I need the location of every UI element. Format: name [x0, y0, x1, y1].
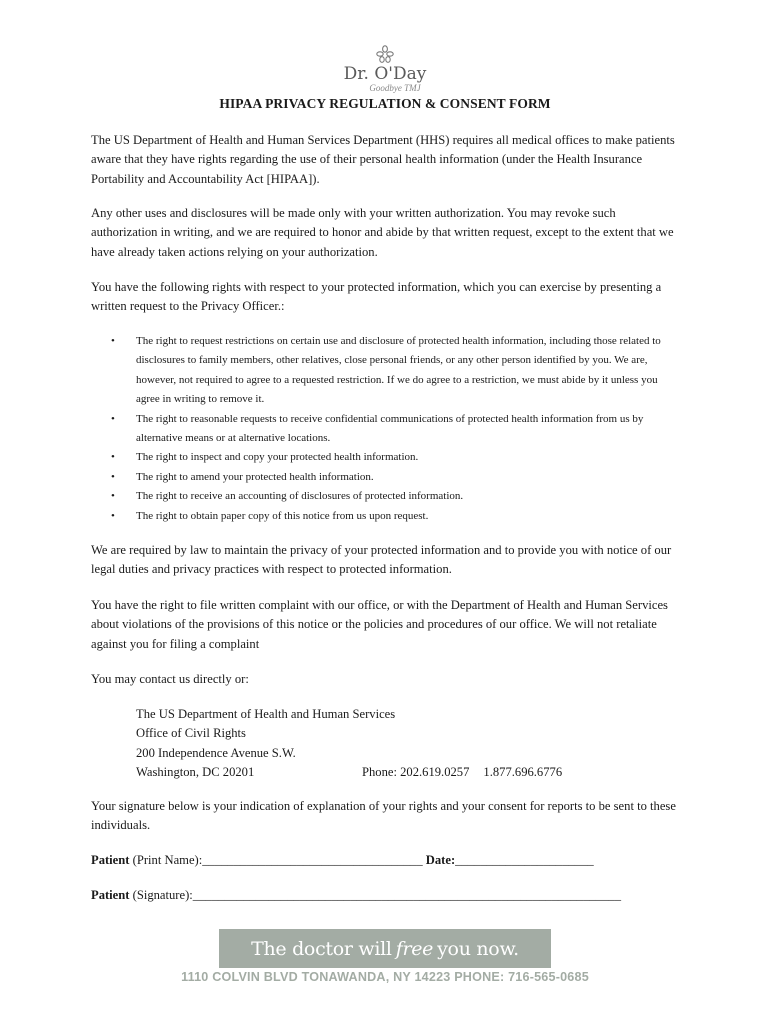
phone-number: Phone: 202.619.0257	[362, 765, 470, 780]
address-line: Office of Civil Rights	[136, 726, 246, 741]
contact-paragraph: You may contact us directly or:	[91, 672, 249, 686]
list-item: • The right to amend your protected health information.	[91, 468, 681, 487]
print-name-line	[91, 853, 594, 868]
signature-line	[91, 888, 621, 903]
list-item: • The right to inspect and copy your protected health information.	[91, 448, 681, 467]
footer-contact: 1110 COLVIN BLVD TONAWANDA, NY 14223 PHONE: 716-565-0685	[181, 970, 589, 984]
form-title: HIPAA PRIVACY REGULATION & CONSENT FORM	[219, 96, 551, 111]
flower-logo-icon	[374, 45, 396, 63]
address-line: The US Department of Health and Human Services	[136, 707, 396, 721]
print-name-field[interactable]: ___________________________________	[202, 853, 423, 867]
logo-tagline: Goodbye TMJ	[369, 83, 421, 93]
privacy-duty-paragraph: We are required by law to maintain the privacy of your protected information and to provide you with notice of our legal duties and privacy practices with respect to protected information.	[91, 543, 672, 577]
practice-logo	[330, 45, 440, 93]
slogan-banner	[219, 929, 551, 968]
complaint-paragraph: You have the right to file written complaint with our office, or with the Department of Health and Human Services about violations of the provisions of this notice or the policies and procedures of our office. We will not retaliate against you for filing a complaint	[91, 598, 668, 651]
list-item: • The right to receive an accounting of disclosures of protected information.	[91, 487, 681, 506]
authorization-paragraph: Any other uses and disclosures will be made only with your written authorization. You may revoke such authorization in writing, and we are required to honor and abide by that written request, except to the extent that we have already taken actions relying on your authorization.	[91, 206, 674, 259]
hhs-address-block	[136, 705, 656, 783]
rights-list	[91, 332, 681, 526]
logo-name: Dr. O'Day	[343, 64, 427, 84]
list-item: • The right to request restrictions on certain use and disclosure of protected health information, including those related to disclosures to family members, other relatives, close personal friends, or any other person identified by you. We are, however, not required to agree to a requested restriction. If we do agree to a restriction, we must abide by it unless you agree in writing to remove it.	[91, 332, 681, 410]
slogan-free: free	[395, 937, 434, 960]
list-item: • The right to obtain paper copy of this notice from us upon request.	[91, 507, 681, 526]
date-label: Date:	[422, 853, 456, 867]
print-name-label: (Print Name):	[129, 853, 203, 867]
address-line: Washington, DC 20201	[136, 765, 255, 780]
signature-label: (Signature):	[129, 888, 193, 902]
slogan-start: The doctor will	[251, 937, 392, 960]
signature-consent-paragraph: Your signature below is your indication of explanation of your rights and your consent for reports to be sent to these individuals.	[91, 799, 676, 833]
slogan-end: you now.	[437, 937, 519, 960]
patient-label: Patient	[91, 853, 130, 867]
list-item: • The right to reasonable requests to receive confidential communications of protected health information from us by alternative means or at alternative locations.	[91, 410, 681, 449]
date-field[interactable]: ______________________	[455, 853, 594, 867]
rights-intro-paragraph: You have the following rights with respect to your protected information, which you can exercise by presenting a written request to the Privacy Officer.:	[91, 280, 662, 314]
intro-paragraph: The US Department of Health and Human Services Department (HHS) requires all medical offices to make patients aware that they have rights regarding the use of their personal health information (under the Health Insurance Portability and Accountability Act [HIPAA]).	[91, 133, 675, 186]
signature-field[interactable]: ____________________________________________________________________	[192, 888, 621, 902]
phone-number-alt: 1.877.696.6776	[483, 765, 563, 780]
patient-label: Patient	[91, 888, 130, 902]
address-line: 200 Independence Avenue S.W.	[136, 745, 296, 760]
